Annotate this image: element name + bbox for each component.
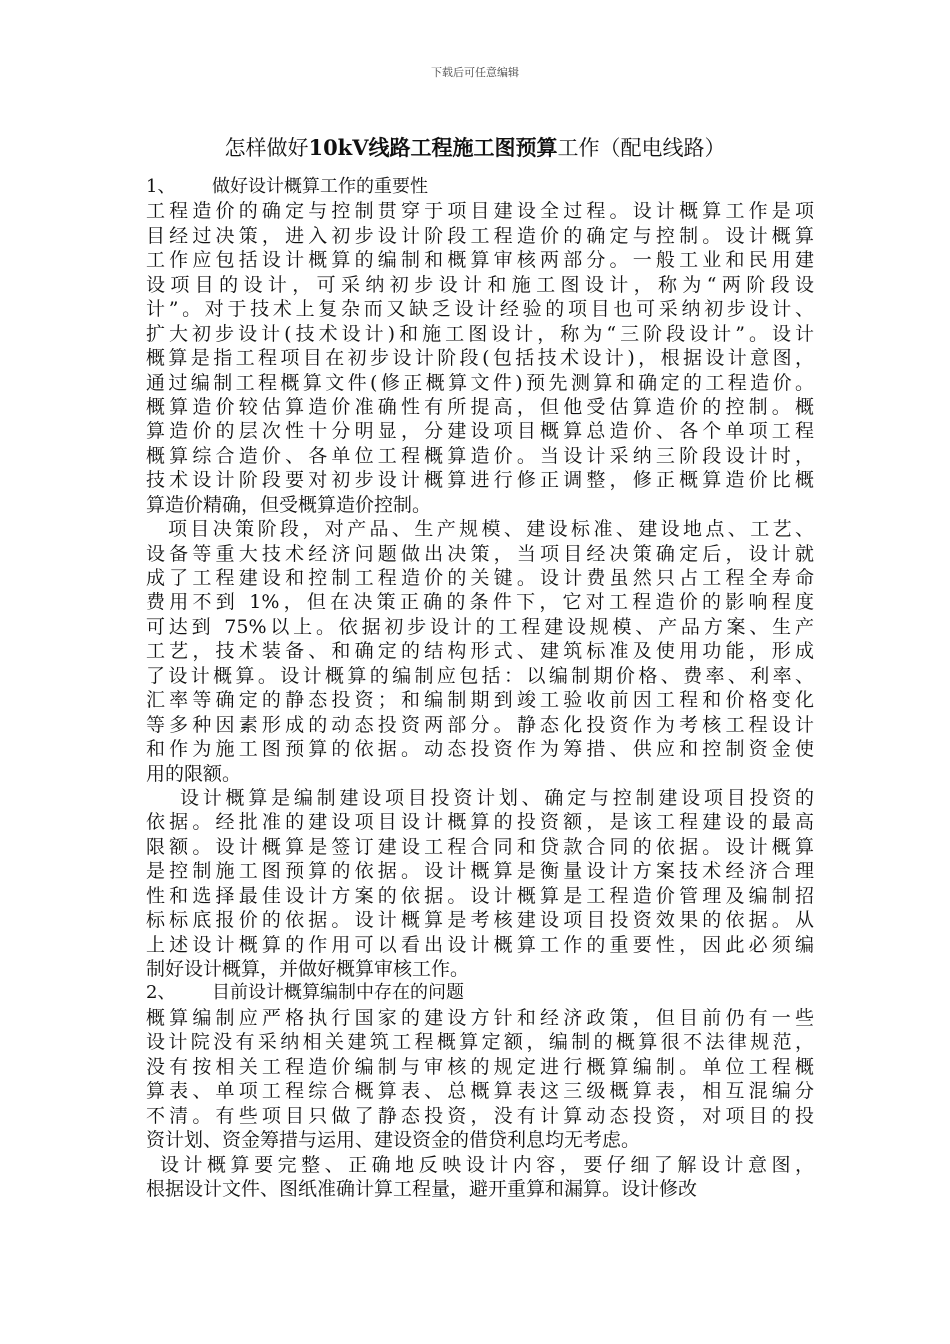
text-line: 设计概算是编制建设项目投资计划、确定与控制建设项目投资的 — [180, 786, 814, 809]
text-line: 资计划、资金筹措与运用、建设资金的借贷利息均无考虑。 — [146, 1129, 641, 1152]
text-line: 上述设计概算的作用可以看出设计概算工作的重要性，因此必须编 — [146, 933, 814, 956]
text-line: 项目决策阶段，对产品、生产规模、建设标准、建设地点、工艺、 — [168, 518, 814, 541]
text-line: 设计院没有采纳相关建筑工程概算定额，编制的概算很不法律规范， — [146, 1031, 814, 1054]
text-line: 概算造价较估算造价准确性有所提高，但他受估算造价的控制。概 — [146, 395, 814, 418]
paragraph — [146, 1153, 814, 1202]
text-line: 概算是指工程项目在初步设计阶段(包括技术设计)，根据设计意图， — [146, 347, 814, 370]
text-line: 设计概算要完整、正确地反映设计内容，要仔细了解设计意图， — [160, 1153, 814, 1176]
text-line: 设项目的设计，可采纳初步设计和施工图设计，称为“两阶段设 — [146, 273, 814, 296]
text-line: 标标底报价的依据。设计概算是考核建设项目投资效果的依据。从 — [146, 909, 814, 932]
text-line: 用的限额。 — [146, 762, 242, 785]
text-line: 通过编制工程概算文件(修正概算文件)预先测算和确定的工程造价。 — [146, 371, 814, 394]
text-line: 根据设计文件、图纸准确计算工程量，避开重算和漏算。设计修改 — [146, 1177, 698, 1200]
text-line: 工作应包括设计概算的编制和概算审核两部分。一般工业和民用建 — [146, 249, 814, 272]
text-line: 计”。对于技术上复杂而又缺乏设计经验的项目也可采纳初步设计、 — [146, 298, 814, 321]
text-line: 设备等重大技术经济问题做出决策，当项目经决策确定后，设计就 — [146, 542, 814, 565]
text-line: 限额。设计概算是签订建设工程合同和贷款合同的依据。设计概算 — [146, 835, 814, 858]
text-line: 可达到 75%以上。依据初步设计的工程建设规模、产品方案、生产 — [146, 615, 814, 638]
paragraph — [146, 786, 814, 982]
section-heading — [146, 175, 814, 199]
text-line: 费用不到 1%，但在决策正确的条件下，它对工程造价的影响程度 — [146, 591, 814, 614]
text-line: 了设计概算。设计概算的编制应包括：以编制期价格、费率、利率、 — [146, 664, 814, 687]
text-line: 是控制施工图预算的依据。设计概算是衡量设计方案技术经济合理 — [146, 860, 814, 883]
text-line: 汇率等确定的静态投资；和编制期到竣工验收前因工程和价格变化 — [146, 689, 814, 712]
paragraph — [146, 199, 814, 517]
text-line: 等多种因素形成的动态投资两部分。静态化投资作为考核工程设计 — [146, 713, 814, 736]
text-line: 工艺，技术装备、和确定的结构形式、建筑标准及使用功能，形成 — [146, 640, 814, 663]
text-line: 没有按相关工程造价编制与审核的规定进行概算编制。单位工程概 — [146, 1055, 814, 1078]
text-line: 工程造价的确定与控制贯穿于项目建设全过程。设计概算工作是项 — [146, 200, 814, 223]
section-heading-text: 目前设计概算编制中存在的问题 — [212, 982, 464, 1004]
title-part-2: 10kV线路工程施工图预算 — [308, 135, 558, 160]
text-line: 性和选择最佳设计方案的依据。设计概算是工程造价管理及编制招 — [146, 884, 814, 907]
page-header: 下载后可任意编辑 — [431, 66, 519, 79]
text-line: 不清。有些项目只做了静态投资，没有计算动态投资，对项目的投 — [146, 1104, 814, 1127]
paragraph — [146, 517, 814, 786]
text-line: 算造价精确，但受概算造价控制。 — [146, 493, 432, 516]
title-part-3: 工作（配电线路） — [557, 136, 726, 160]
text-line: 算造价的层次性十分明显，分建设项目概算总造价、各个单项工程 — [146, 420, 814, 443]
section-number: 1、 — [146, 176, 176, 197]
text-line: 成了工程建设和控制工程造价的关键。设计费虽然只占工程全寿命 — [146, 567, 814, 589]
document-body — [146, 175, 814, 1201]
text-line: 扩大初步设计(技术设计)和施工图设计，称为“三阶段设计”。设计 — [146, 322, 814, 345]
text-line: 和作为施工图预算的依据。动态投资作为筹措、供应和控制资金使 — [146, 738, 814, 761]
text-line: 技术设计阶段要对初步设计概算进行修正调整，修正概算造价比概 — [146, 469, 814, 492]
section-heading-text: 做好设计概算工作的重要性 — [212, 176, 428, 197]
document-title — [0, 133, 950, 163]
paragraph — [146, 1006, 814, 1153]
section-number: 2、 — [146, 982, 176, 1004]
text-line: 概算综合造价、各单位工程概算造价。当设计采纳三阶段设计时， — [146, 444, 814, 467]
text-line: 目经过决策，进入初步设计阶段工程造价的确定与控制。设计概算 — [146, 224, 814, 247]
text-line: 概算编制应严格执行国家的建设方针和经济政策，但目前仍有一些 — [146, 1006, 814, 1029]
section-heading — [146, 981, 814, 1005]
title-part-1: 怎样做好 — [224, 136, 309, 160]
text-line: 依据。经批准的建设项目设计概算的投资额，是该工程建设的最高 — [146, 811, 814, 834]
text-line: 制好设计概算，并做好概算审核工作。 — [146, 958, 470, 980]
text-line: 算表、单项工程综合概算表、总概算表这三级概算表，相互混编分 — [146, 1080, 814, 1103]
